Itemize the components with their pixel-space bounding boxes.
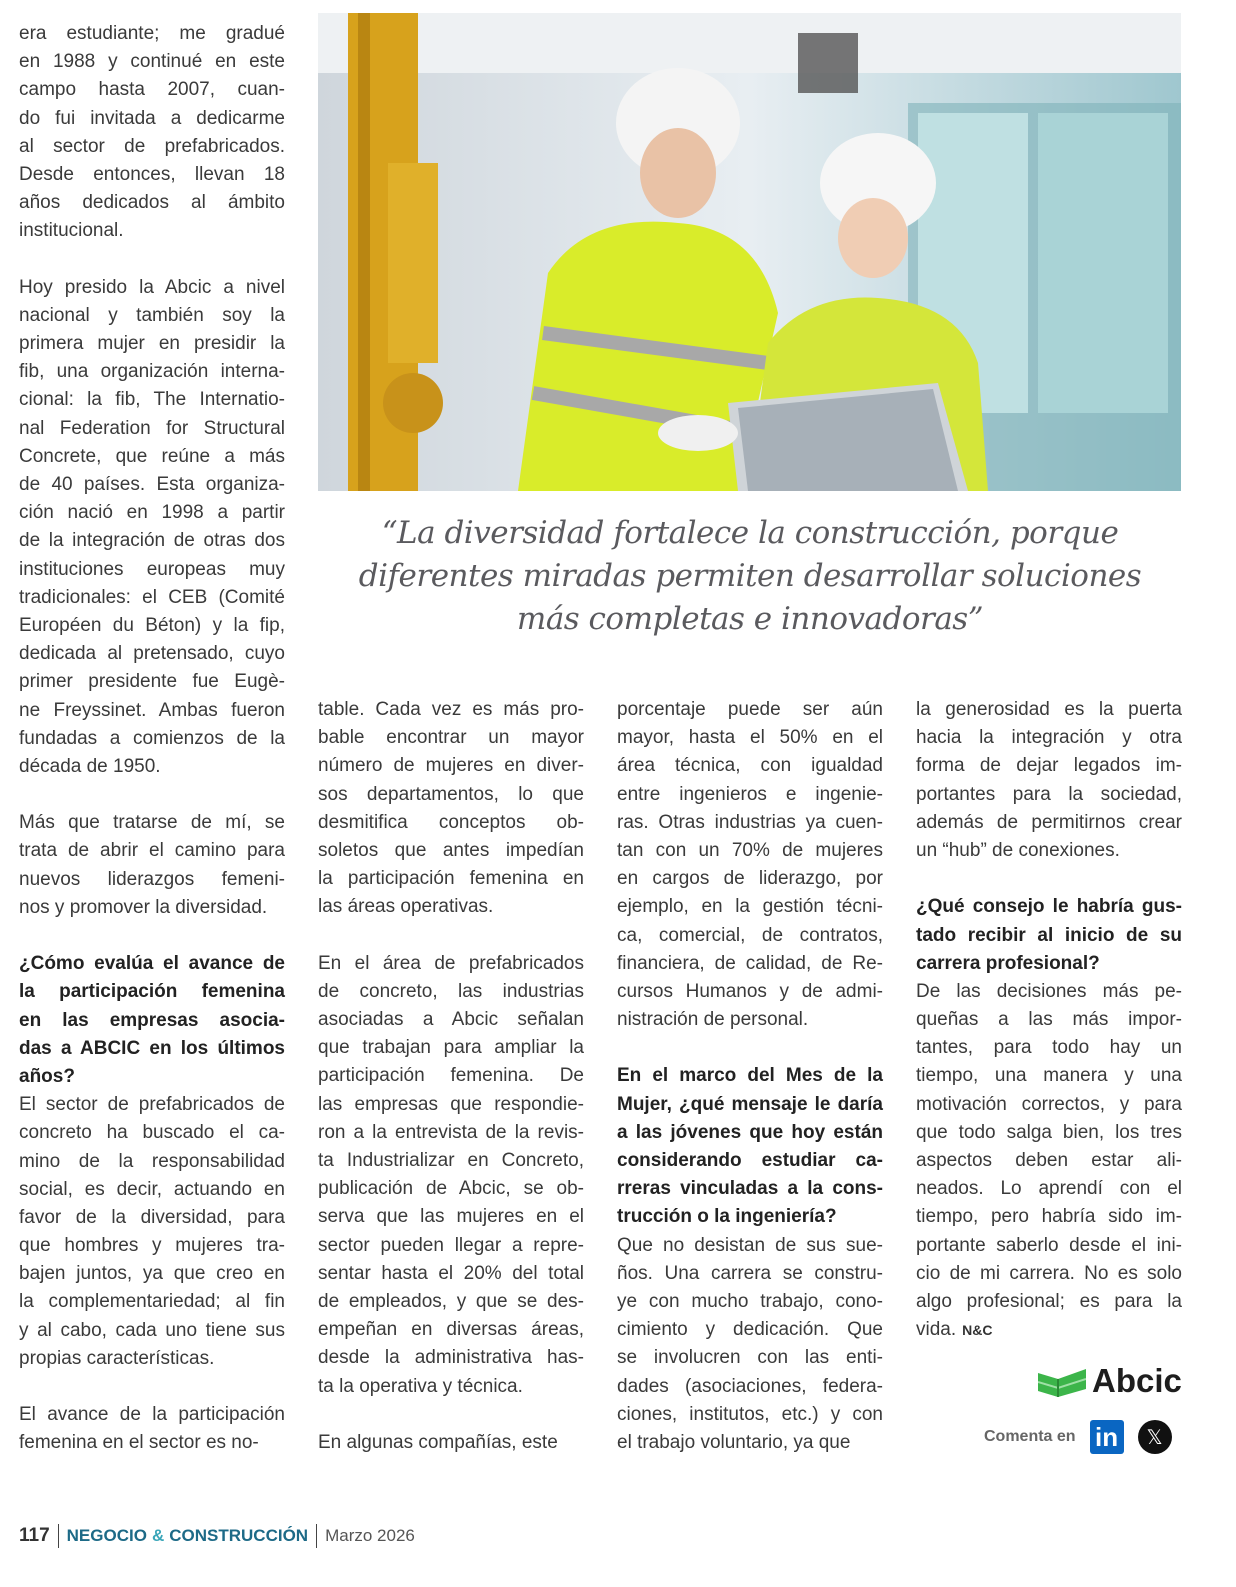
text-line <box>19 1345 285 1373</box>
signoff: N&C <box>962 1322 993 1339</box>
comment-share <box>984 1420 1172 1454</box>
text-line-content: en cargos de liderazgo, por <box>617 868 883 890</box>
text-line-content: ta la operativa y técnica. <box>318 1375 523 1397</box>
text-line <box>318 1062 584 1090</box>
text-line-content: era estudiante; me gradué <box>19 23 285 44</box>
text-line-content: años? <box>19 1065 75 1087</box>
text-line-content: nacional y también soy la <box>19 304 285 326</box>
text-line-content: campo hasta 2007, cuan- <box>19 79 285 101</box>
text-line-content: la complementariedad; al fin <box>19 1291 285 1313</box>
text-line <box>19 1260 285 1288</box>
text-line <box>318 1260 584 1288</box>
text-line-content: Européen du Béton) y la fip, <box>19 614 285 636</box>
text-line-content: favor de la diversidad, para <box>19 1206 285 1228</box>
text-line <box>916 1091 1182 1119</box>
text-line <box>916 893 1182 921</box>
text-line-content: propias características. <box>19 1347 215 1369</box>
text-line-content: la participación femenina <box>19 981 285 1003</box>
text-line-content: ¿Qué consejo le habría gus- <box>916 896 1182 918</box>
text-line <box>19 612 285 640</box>
text-line <box>916 950 1182 978</box>
text-line <box>19 471 285 499</box>
text-line-content: trata de abrir el camino para <box>19 840 285 862</box>
text-line-content: El sector de prefabricados de <box>19 1094 285 1116</box>
text-line-content: ta Industrializar en Concreto, <box>318 1150 584 1171</box>
text-line <box>318 837 584 865</box>
text-line-content: soletos que antes impedían <box>318 839 584 861</box>
article-column-1 <box>19 20 285 1486</box>
text-line <box>916 1203 1182 1231</box>
abcic-logo-text: Abcic <box>1092 1362 1182 1399</box>
text-line <box>617 893 883 921</box>
text-line-content: institucional. <box>19 220 124 242</box>
text-line <box>916 724 1182 752</box>
text-line-content: tado recibir al inicio de su <box>916 924 1182 946</box>
text-line-content: sector pueden llegar a repre- <box>318 1234 584 1256</box>
paragraph <box>19 809 285 922</box>
interview-question <box>916 893 1182 978</box>
x-icon[interactable]: 𝕏 <box>1138 1420 1172 1454</box>
text-line-content: al sector de prefabricados. <box>19 135 285 157</box>
text-line <box>19 1176 285 1204</box>
text-line <box>916 1175 1182 1203</box>
text-line-content: financiera, de calidad, de Re- <box>617 952 883 974</box>
interview-question <box>19 950 285 1091</box>
text-line <box>19 48 285 76</box>
text-line-content: forma de dejar legados im- <box>916 755 1182 777</box>
text-line-content: Mujer, ¿qué mensaje le daría <box>617 1093 883 1115</box>
text-line-content: en las empresas asocia- <box>19 1009 285 1031</box>
text-line <box>617 1006 883 1034</box>
text-line-content: instituciones europeas muy <box>19 558 285 580</box>
text-line-content: años dedicados al ámbito <box>19 192 285 214</box>
paragraph <box>617 1232 883 1458</box>
text-line <box>19 386 285 414</box>
text-line <box>19 978 285 1006</box>
text-line <box>916 1288 1182 1316</box>
text-line <box>318 1034 584 1062</box>
text-line <box>916 1119 1182 1147</box>
text-line-content: de 40 países. Esta organiza- <box>19 474 285 495</box>
text-line-content: En algunas compañías, este <box>318 1431 558 1453</box>
text-line-content: nuevos liderazgos femeni- <box>19 868 285 890</box>
pull-quote-line: diferentes miradas permiten desarrollar soluciones <box>358 558 1142 594</box>
text-line-content: en 1988 y continué en este <box>19 51 285 73</box>
text-line-content: do fui invitada a dedicarme <box>19 107 285 129</box>
text-line-content: de la integración de otras dos <box>19 530 285 552</box>
text-line <box>19 584 285 612</box>
text-line <box>19 556 285 584</box>
text-line-content: y al cabo, cada uno tiene sus <box>19 1319 285 1341</box>
text-line <box>617 837 883 865</box>
text-line-content: que todo salga bien, los tres <box>916 1121 1182 1143</box>
text-line <box>19 837 285 865</box>
text-line-content: número de mujeres en diver- <box>318 755 584 777</box>
text-line <box>19 866 285 894</box>
paragraph <box>916 696 1182 865</box>
text-line-content: fib, una organización interna- <box>19 361 285 383</box>
text-line-content: la generosidad es la puerta <box>916 699 1182 720</box>
abcic-logo <box>1038 1362 1182 1400</box>
text-line <box>617 696 883 724</box>
text-line-content: aspectos deben estar ali- <box>916 1150 1182 1171</box>
text-line <box>617 1260 883 1288</box>
paragraph <box>617 696 883 1034</box>
text-line-content: ca, comercial, de contratos, <box>617 924 883 946</box>
text-line-content: desde la administrativa has- <box>318 1347 584 1369</box>
text-line-content: de empleados, y que se des- <box>318 1290 584 1312</box>
text-line-content: cursos Humanos y de admi- <box>617 980 883 1002</box>
text-line <box>617 922 883 950</box>
text-line <box>617 1119 883 1147</box>
text-line-content: que hombres y mujeres tra- <box>19 1235 285 1257</box>
text-line <box>19 1035 285 1063</box>
text-line-content: tantes, para todo hay un <box>916 1037 1182 1059</box>
text-line-content: ños. Una carrera se constru- <box>617 1262 883 1284</box>
text-line <box>916 1232 1182 1260</box>
text-line <box>617 1147 883 1175</box>
text-line-content: a las jóvenes que hoy están <box>617 1121 883 1143</box>
text-line <box>19 105 285 133</box>
text-line <box>19 358 285 386</box>
text-line <box>617 1203 883 1231</box>
text-line <box>916 1147 1182 1175</box>
text-line <box>19 1119 285 1147</box>
text-line <box>19 20 285 48</box>
text-line <box>617 1401 883 1429</box>
text-line <box>916 781 1182 809</box>
magazine-name-ampersand: & <box>151 1526 165 1545</box>
footer-divider <box>316 1524 317 1548</box>
text-line-content: ne Freyssinet. Ambas fueron <box>19 699 285 721</box>
text-line <box>19 189 285 217</box>
text-line <box>916 837 1182 865</box>
text-line <box>916 1062 1182 1090</box>
text-line-content: primer presidente fue Eugè- <box>19 671 285 693</box>
paragraph <box>19 1401 285 1457</box>
text-line <box>19 499 285 527</box>
text-line-content: ciones, institutos, etc.) y con <box>617 1403 883 1425</box>
magazine-name-part2: CONSTRUCCIÓN <box>169 1526 309 1545</box>
text-line-content: social, es decir, actuando en <box>19 1178 285 1200</box>
text-line <box>318 696 584 724</box>
article-photo <box>318 13 1181 491</box>
text-line <box>19 76 285 104</box>
text-line <box>19 1148 285 1176</box>
text-line <box>19 330 285 358</box>
magazine-name-part1: NEGOCIO <box>66 1526 147 1545</box>
interview-question <box>617 1062 883 1231</box>
text-line <box>617 1091 883 1119</box>
text-line-content: las áreas operativas. <box>318 896 494 918</box>
text-line <box>19 1288 285 1316</box>
text-line-content: Desde entonces, llevan 18 <box>19 163 285 185</box>
paragraph <box>318 696 584 922</box>
text-line-content: carrera profesional? <box>916 952 1100 974</box>
text-line <box>617 1062 883 1090</box>
pull-quote-line: “La diversidad fortalece la construcción, porque <box>381 515 1119 551</box>
text-line-content: Hoy presido la Abcic a nivel <box>19 276 285 298</box>
text-line <box>318 893 584 921</box>
text-line <box>19 1401 285 1429</box>
text-line-content: porcentaje puede ser aún <box>617 699 883 720</box>
text-line-content: ras. Otras industrias ya cuen- <box>617 811 883 833</box>
text-line <box>916 922 1182 950</box>
text-line-content: entre ingenieros e ingenie- <box>617 783 883 805</box>
text-line-content: nal Federation for Structural <box>19 417 285 439</box>
text-line-content: considerando estudiar ca- <box>617 1150 883 1171</box>
text-line-content: las empresas que respondie- <box>318 1093 584 1115</box>
text-line <box>19 161 285 189</box>
text-line <box>19 1317 285 1345</box>
text-line <box>19 809 285 837</box>
text-line-content: de concreto, las industrias <box>318 980 584 1002</box>
pull-quote <box>330 512 1170 641</box>
text-line-content: ¿Cómo evalúa el avance de <box>19 953 285 975</box>
article-column-2 <box>318 696 584 1485</box>
text-line <box>617 809 883 837</box>
text-line <box>916 1316 1182 1344</box>
text-line <box>19 302 285 330</box>
text-line <box>19 1204 285 1232</box>
text-line-content: fundadas a comienzos de la <box>19 727 285 749</box>
text-line-content: Más que tratarse de mí, se <box>19 812 285 834</box>
text-line <box>318 752 584 780</box>
text-line-content: mino de la responsabilidad <box>19 1150 285 1172</box>
text-line <box>318 724 584 752</box>
paragraph <box>19 20 285 246</box>
text-line <box>617 1175 883 1203</box>
text-line-content: nistración de personal. <box>617 1009 809 1031</box>
text-line-content: rreras vinculadas a la cons- <box>617 1178 883 1200</box>
text-line <box>617 1344 883 1372</box>
text-line <box>617 1232 883 1260</box>
text-line <box>318 950 584 978</box>
text-line <box>916 809 1182 837</box>
text-line <box>19 697 285 725</box>
text-line-content: nos y promover la diversidad. <box>19 896 268 918</box>
text-line <box>19 415 285 443</box>
text-line <box>617 724 883 752</box>
text-line-content: asociadas a Abcic señalan <box>318 1009 584 1031</box>
text-line-content: El avance de la participación <box>19 1404 285 1426</box>
text-line-content: ejemplo, en la gestión técni- <box>617 896 883 918</box>
text-line-content: además de permitirnos crear <box>916 811 1182 833</box>
text-line <box>318 1091 584 1119</box>
text-line-content: De las decisiones más pe- <box>916 980 1182 1002</box>
text-line-content: el trabajo voluntario, ya que <box>617 1431 851 1453</box>
text-line <box>916 978 1182 1006</box>
text-line <box>19 217 285 245</box>
text-line-content: trucción o la ingeniería? <box>617 1206 837 1228</box>
text-line <box>318 1344 584 1372</box>
text-line <box>916 752 1182 780</box>
text-line-content: cimiento y dedicación. Que <box>617 1319 883 1341</box>
text-line <box>617 1373 883 1401</box>
text-line-content: tradicionales: el CEB (Comité <box>19 586 285 608</box>
text-line <box>19 1232 285 1260</box>
text-line-content: que trabajan para ampliar la <box>318 1037 584 1059</box>
text-line <box>916 696 1182 724</box>
text-line-content: portante saberlo desde el ini- <box>916 1234 1182 1256</box>
text-line <box>19 527 285 555</box>
text-line <box>318 781 584 809</box>
text-line-content: tiempo, pero habría sido im- <box>916 1206 1182 1228</box>
text-line <box>19 950 285 978</box>
text-line <box>617 950 883 978</box>
text-line-content: área técnica, con igualdad <box>617 755 883 777</box>
text-line <box>318 1316 584 1344</box>
text-line <box>19 133 285 161</box>
text-line-content: femenina en el sector es no- <box>19 1432 259 1454</box>
text-line-content: la participación femenina en <box>318 868 584 890</box>
text-line <box>318 1232 584 1260</box>
text-line-content: queñas a las más impor- <box>916 1009 1182 1031</box>
text-line-content: tiempo, una manera y una <box>916 1065 1182 1087</box>
paragraph <box>318 1429 584 1457</box>
text-line <box>19 443 285 471</box>
text-line <box>19 753 285 781</box>
article-column-3 <box>617 696 883 1485</box>
text-line <box>19 1007 285 1035</box>
text-line-content: desmitifica conceptos ob- <box>318 811 584 833</box>
text-line <box>916 1006 1182 1034</box>
text-line <box>617 781 883 809</box>
text-line <box>318 1288 584 1316</box>
text-line <box>617 1316 883 1344</box>
text-line-content: participación femenina. De <box>318 1065 584 1087</box>
text-line-content: ción nació en 1998 a partir <box>19 502 285 524</box>
text-line <box>916 1034 1182 1062</box>
text-line-content: ron a la entrevista de la revis- <box>318 1121 584 1143</box>
text-line-content: se involucren con las enti- <box>617 1347 883 1369</box>
text-line <box>318 1373 584 1401</box>
text-line-content: algo profesional; es para la <box>916 1290 1182 1312</box>
text-line-content: sentar hasta el 20% del total <box>318 1262 584 1284</box>
text-line-content: das a ABCIC en los últimos <box>19 1037 285 1059</box>
text-line <box>318 1006 584 1034</box>
text-line-content: motivación correctos, y para <box>916 1093 1182 1115</box>
text-line-content: neados. Lo aprendí con el <box>916 1178 1182 1200</box>
paragraph <box>19 274 285 781</box>
paragraph <box>318 950 584 1401</box>
issue-date: Marzo 2026 <box>325 1526 415 1545</box>
text-line <box>318 1175 584 1203</box>
text-line <box>19 1063 285 1091</box>
text-line-content: serva que las mujeres en el <box>318 1206 584 1228</box>
text-line-content: En el marco del Mes de la <box>617 1065 883 1087</box>
text-line-content: cional: la fib, The Internatio- <box>19 389 285 411</box>
text-line-content: publicación de Abcic, se ob- <box>318 1178 584 1200</box>
article-column-4 <box>916 696 1182 1373</box>
text-line <box>617 1288 883 1316</box>
text-line-content: tan con un 70% de mujeres <box>617 839 883 861</box>
text-line-content: empeñan en diversas áreas, <box>318 1319 584 1341</box>
text-line <box>19 640 285 668</box>
text-line-content: bajen juntos, ya que creo en <box>19 1263 285 1285</box>
pull-quote-line: más completas e innovadoras” <box>516 601 984 637</box>
text-line <box>318 809 584 837</box>
text-line <box>318 1203 584 1231</box>
page-number: 117 <box>19 1525 50 1546</box>
text-line <box>318 1119 584 1147</box>
text-line-content: Que no desistan de sus sue- <box>617 1234 883 1256</box>
text-line <box>617 1429 883 1457</box>
paragraph <box>916 978 1182 1344</box>
text-line-content: vida. <box>916 1319 957 1341</box>
text-line <box>318 1429 584 1457</box>
page-footer <box>19 1523 415 1549</box>
text-line <box>318 865 584 893</box>
text-line <box>19 1429 285 1457</box>
comment-label: Comenta en <box>984 1428 1076 1445</box>
text-line <box>19 668 285 696</box>
linkedin-icon[interactable]: in <box>1090 1420 1124 1454</box>
text-line <box>318 978 584 1006</box>
text-line-content: dedicada al pretensado, cuyo <box>19 643 285 665</box>
text-line-content: ye con mucho trabajo, cono- <box>617 1290 883 1312</box>
text-line-content: primera mujer en presidir la <box>19 333 285 355</box>
text-line <box>19 725 285 753</box>
text-line <box>617 865 883 893</box>
text-line-content: mayor, hasta el 50% en el <box>617 727 883 749</box>
text-line <box>19 1091 285 1119</box>
footer-divider <box>58 1524 59 1548</box>
text-line-content: bable encontrar un mayor <box>318 727 584 749</box>
text-line-content: dades (asociaciones, federa- <box>617 1375 883 1397</box>
text-line <box>916 1260 1182 1288</box>
text-line <box>617 978 883 1006</box>
text-line-content: hacia la integración y otra <box>916 727 1182 749</box>
text-line <box>318 1147 584 1175</box>
text-line-content: un “hub” de conexiones. <box>916 839 1120 861</box>
text-line-content: sos departamentos, lo que <box>318 783 584 805</box>
text-line-content: table. Cada vez es más pro- <box>318 699 584 720</box>
text-line-content: década de 1950. <box>19 755 161 777</box>
text-line-content: En el área de prefabricados <box>318 952 584 974</box>
text-line <box>19 894 285 922</box>
abcic-logo-icon <box>1038 1365 1086 1397</box>
text-line <box>617 752 883 780</box>
text-line-content: portantes para la sociedad, <box>916 783 1182 805</box>
text-line <box>19 274 285 302</box>
text-line-content: Concrete, que reúne a más <box>19 445 285 467</box>
paragraph <box>19 1091 285 1373</box>
text-line-content: cio de mi carrera. No es solo <box>916 1262 1182 1284</box>
text-line-content: concreto ha buscado el ca- <box>19 1122 285 1144</box>
